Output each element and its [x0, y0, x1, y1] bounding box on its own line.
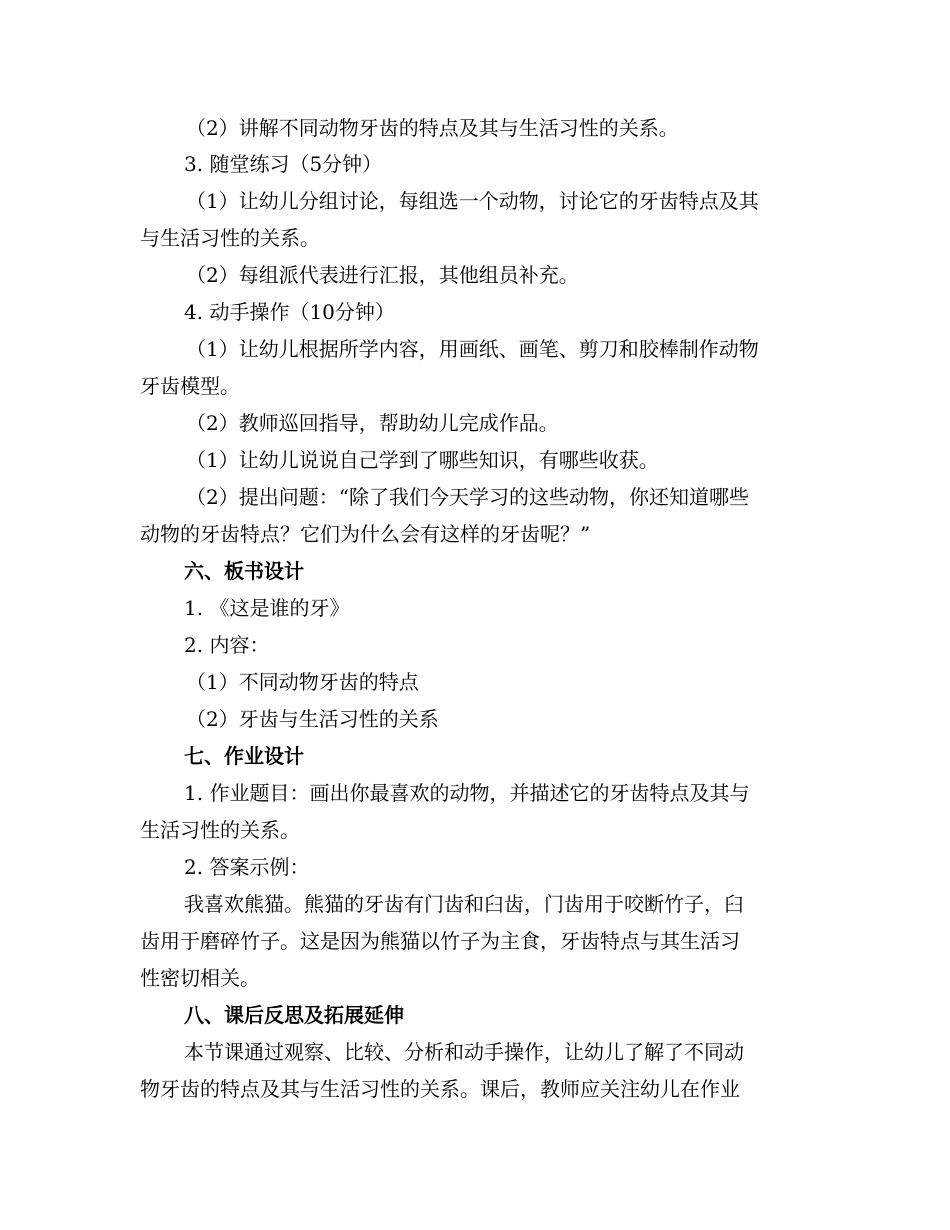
paragraph-line: 齿用于磨碎竹子。这是因为熊猫以竹子为主食，牙齿特点与其生活习 [140, 929, 740, 953]
paragraph-line: 物牙齿的特点及其与生活习性的关系。课后，教师应关注幼儿在作业 [140, 1077, 740, 1101]
paragraph-line: （1）让幼儿根据所学内容，用画纸、画笔、剪刀和胶棒制作动物 [186, 337, 759, 361]
paragraph-line: （2）教师巡回指导，帮助幼儿完成作品。 [186, 411, 559, 435]
list-item: 1. 《这是谁的牙》 [184, 596, 350, 620]
paragraph-line: 本节课通过观察、比较、分析和动手操作，让幼儿了解了不同动 [184, 1040, 744, 1064]
section-item-4: 4. 动手操作（10分钟） [184, 300, 395, 324]
list-item: 2. 内容： [184, 633, 270, 657]
paragraph-line: （2）讲解不同动物牙齿的特点及其与生活习性的关系。 [186, 116, 679, 140]
paragraph-line: （1）让幼儿分组讨论，每组选一个动物，讨论它的牙齿特点及其 [186, 189, 759, 213]
paragraph-line: 生活习性的关系。 [140, 818, 300, 842]
list-item: （2）牙齿与生活习性的关系 [186, 707, 439, 731]
paragraph-line: 动物的牙齿特点？它们为什么会有这样的牙齿呢？” [140, 522, 591, 546]
paragraph-line: 1. 作业题目：画出你最喜欢的动物，并描述它的牙齿特点及其与 [184, 781, 750, 805]
heading-board-design: 六、板书设计 [184, 559, 304, 583]
paragraph-line: 性密切相关。 [140, 966, 260, 990]
heading-reflection: 八、课后反思及拓展延伸 [184, 1003, 404, 1027]
paragraph-line: （2）每组派代表进行汇报，其他组员补充。 [186, 263, 579, 287]
heading-homework: 七、作业设计 [184, 744, 304, 768]
paragraph-line: 与生活习性的关系。 [140, 226, 320, 250]
paragraph-line: 我喜欢熊猫。熊猫的牙齿有门齿和臼齿，门齿用于咬断竹子，臼 [184, 892, 744, 916]
section-item-3: 3. 随堂练习（5分钟） [184, 152, 383, 176]
paragraph-line: （1）让幼儿说说自己学到了哪些知识，有哪些收获。 [186, 448, 659, 472]
list-item: （1）不同动物牙齿的特点 [186, 670, 419, 694]
list-item: 2. 答案示例： [184, 855, 310, 879]
paragraph-line: （2）提出问题：“除了我们今天学习的这些动物，你还知道哪些 [186, 485, 749, 509]
paragraph-line: 牙齿模型。 [140, 374, 240, 398]
